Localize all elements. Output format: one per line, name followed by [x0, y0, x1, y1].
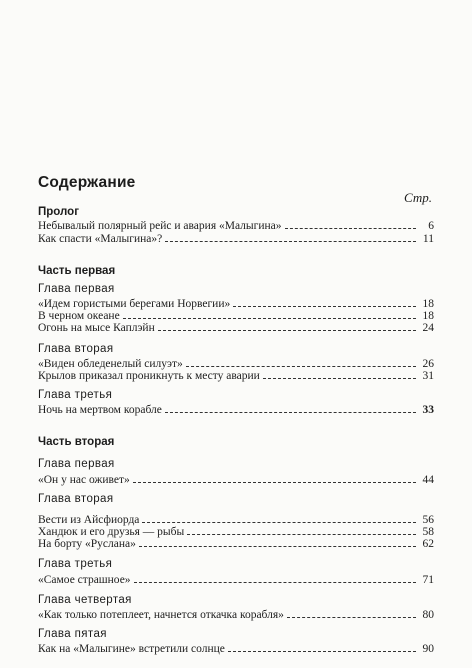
prologue-heading: Пролог: [38, 206, 79, 218]
part-heading: Часть первая: [38, 265, 116, 277]
page-column-label: Стр.: [404, 190, 432, 205]
chapter-heading: Глава пятая: [38, 628, 107, 640]
toc-entry: [38, 321, 434, 334]
toc-entry-page: 6: [428, 220, 434, 232]
chapter-heading: Глава третья: [38, 558, 113, 570]
toc-entry-page: 80: [422, 609, 434, 621]
chapter-heading: Глава третья: [38, 389, 113, 401]
toc-entry-page: 26: [422, 358, 434, 370]
toc-entry-page: 58: [422, 526, 434, 538]
leader-dots: [285, 228, 416, 229]
toc-entry: [38, 537, 434, 550]
toc-entry-title: На борту «Руслана»: [38, 538, 136, 550]
chapter-heading: Глава вторая: [38, 343, 114, 355]
toc-entry: [38, 232, 434, 245]
toc-entry-title: Крылов приказал проникнуть к месту аварии: [38, 370, 260, 382]
page-title: Содержание: [38, 174, 136, 191]
toc-entry-page: 33: [422, 404, 434, 416]
leader-dots: [123, 318, 416, 319]
chapter-heading: Глава четвертая: [38, 594, 132, 606]
toc-entry-page: 31: [422, 370, 434, 382]
leader-dots: [158, 330, 416, 331]
toc-entry: [38, 473, 434, 486]
toc-entry: [38, 573, 434, 586]
toc-entry-title: Огонь на мысе Каплэйн: [38, 322, 155, 334]
toc-entry-title: «Как только потеплеет, начнется откачка корабля»: [38, 609, 284, 621]
toc-entry-title: В черном океане: [38, 310, 120, 322]
toc-entry: [38, 219, 434, 232]
toc-entry: [38, 369, 434, 382]
toc-entry-title: «Идем гористыми берегами Норвегии»: [38, 298, 231, 310]
toc-entry-title: Небывалый полярный рейс и авария «Малыгина»: [38, 220, 282, 232]
toc-entry-title: «Виден обледенелый силуэт»: [38, 358, 183, 370]
toc-entry-title: Как спасти «Малыгина»?: [38, 233, 163, 245]
toc-entry-page: 18: [422, 298, 434, 310]
toc-entry-page: 71: [422, 574, 434, 586]
part-heading: Часть вторая: [38, 436, 115, 448]
toc-entry-page: 11: [422, 233, 434, 245]
leader-dots: [134, 582, 416, 583]
leader-dots: [186, 366, 416, 367]
toc-entry-title: «Он у нас оживет»: [38, 474, 130, 486]
leader-dots: [263, 378, 416, 379]
leader-dots: [133, 482, 416, 483]
toc-entry: [38, 403, 434, 416]
leader-dots: [165, 412, 416, 413]
toc-entry: [38, 642, 434, 655]
leader-dots: [233, 306, 416, 307]
chapter-heading: Глава первая: [38, 458, 115, 470]
toc-entry-title: Как на «Малыгине» встретили солнце: [38, 643, 225, 655]
toc-entry-page: 56: [422, 514, 434, 526]
chapter-heading: Глава вторая: [38, 493, 114, 505]
toc-entry-page: 44: [422, 474, 434, 486]
toc-entry-page: 24: [422, 322, 434, 334]
leader-dots: [287, 617, 416, 618]
toc-entry-page: 18: [422, 310, 434, 322]
leader-dots: [187, 534, 416, 535]
toc-entry-page: 62: [422, 538, 434, 550]
leader-dots: [165, 241, 416, 242]
chapter-heading: Глава первая: [38, 283, 115, 295]
toc-entry-title: Хандюк и его друзья — рыбы: [38, 526, 185, 538]
leader-dots: [142, 522, 416, 523]
toc-entry: [38, 608, 434, 621]
toc-entry-title: Ночь на мертвом корабле: [38, 404, 162, 416]
leader-dots: [139, 546, 416, 547]
toc-entry-title: Вести из Айсфиорда: [38, 514, 140, 526]
leader-dots: [228, 651, 416, 652]
toc-entry-title: «Самое страшное»: [38, 574, 131, 586]
toc-entry-page: 90: [422, 643, 434, 655]
